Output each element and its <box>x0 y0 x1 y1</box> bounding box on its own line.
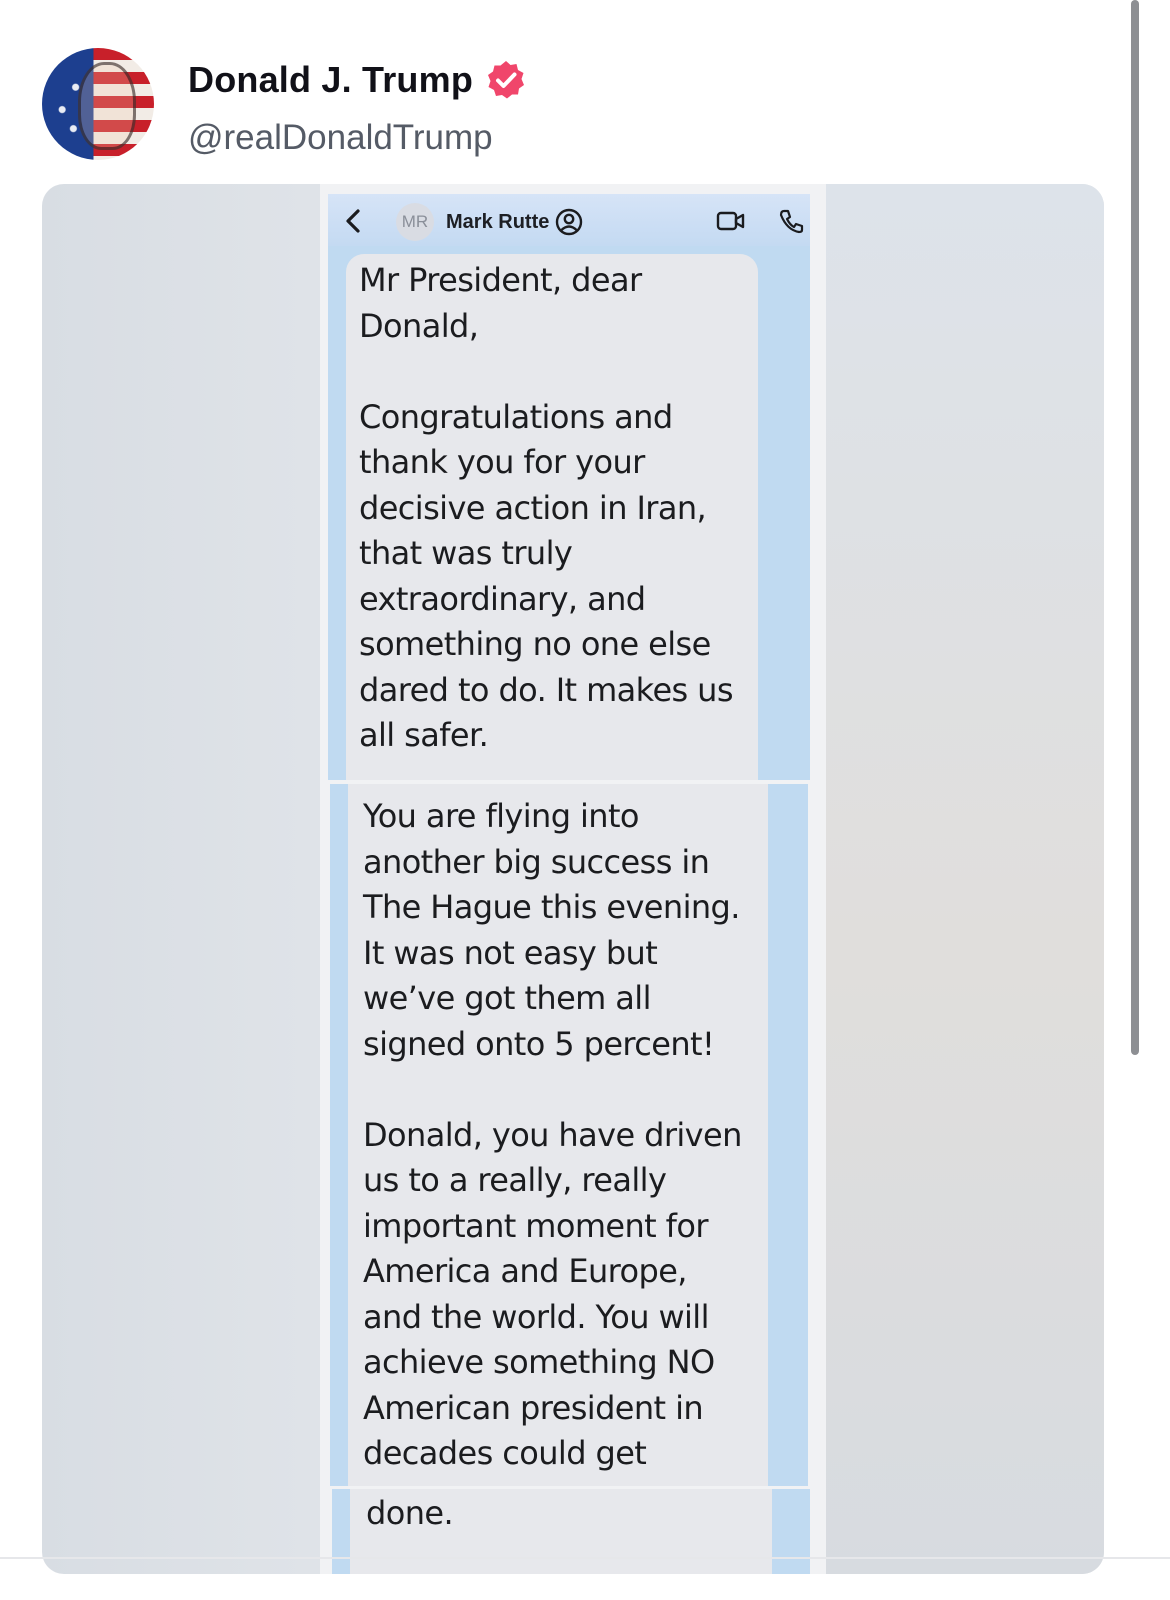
post-media-image[interactable] <box>42 184 1104 1574</box>
author-display-name[interactable]: Donald J. Trump <box>188 59 474 100</box>
phone-call-icon <box>778 208 804 234</box>
chat-panel-1 <box>328 246 810 780</box>
page-scrollbar[interactable] <box>1131 0 1139 1055</box>
post-header <box>42 48 1102 168</box>
chat-header <box>328 194 810 246</box>
verified-badge-icon <box>485 59 527 101</box>
video-call-icon <box>716 210 746 232</box>
author-handle[interactable]: @realDonaldTrump <box>188 118 493 157</box>
contact-name: Mark Rutte <box>446 211 550 233</box>
message-text-3: done. <box>366 1494 454 1532</box>
author-name-row <box>188 58 527 102</box>
message-text-1: Mr President, dear Donald, Congratulations and thank you for your decisive action in Iran, that was truly extraordinary, and something no one else dared to do. It makes us all safer. <box>359 261 733 754</box>
contact-profile-icon <box>555 208 583 236</box>
bottom-divider <box>0 1557 1170 1559</box>
message-text-2: You are flying into another big success in The Hague this evening. It was not easy but we’ve got them all signed onto 5 percent! Donald, you have driven us to a really, really important moment for America and Europe, and the world. You will achieve something NO American president in decades could get <box>363 797 742 1472</box>
back-chevron-icon <box>342 208 364 234</box>
contact-avatar: MR <box>396 203 434 241</box>
chat-panel-3 <box>332 1489 810 1574</box>
chat-panel-2 <box>330 784 808 1486</box>
author-avatar[interactable] <box>42 48 154 160</box>
chat-screenshot <box>320 184 826 1574</box>
